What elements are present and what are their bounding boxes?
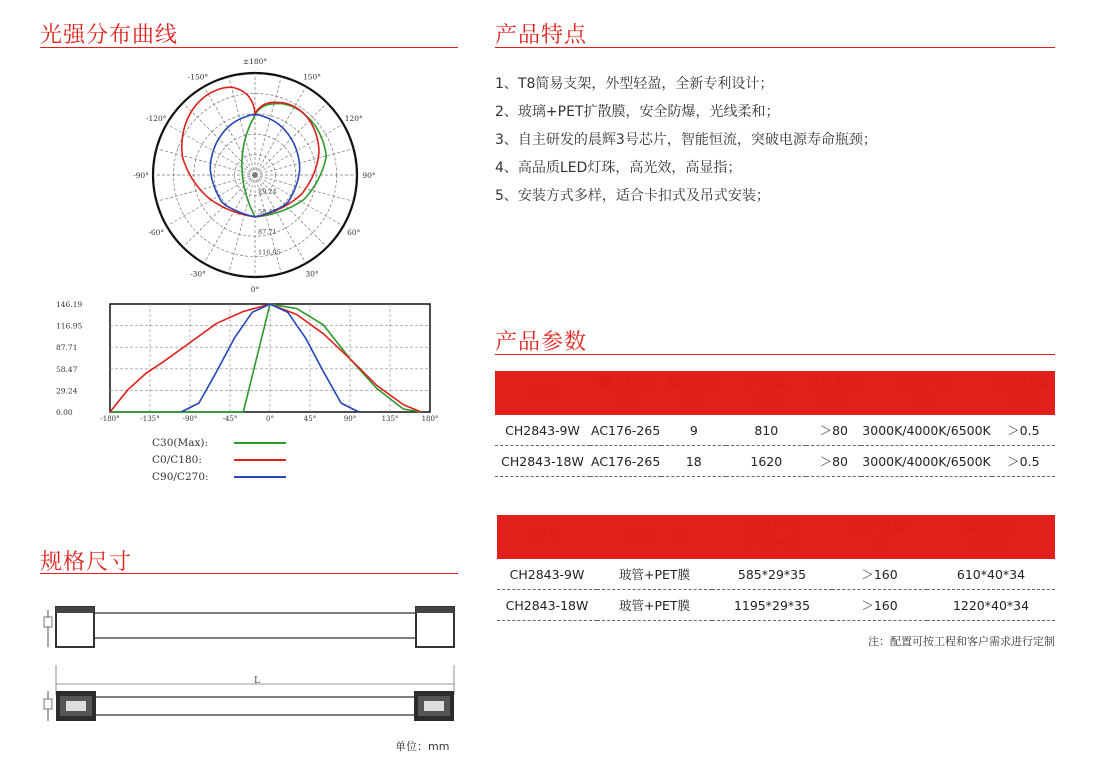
light-curve-divider	[40, 47, 458, 48]
polar-ring-label: 87.71	[258, 228, 277, 237]
cell-cri: ＞80	[806, 446, 861, 477]
col-header: 型号	[495, 371, 590, 415]
polar-angle-label: -60°	[148, 228, 165, 237]
polar-ring-label: 58.47	[258, 207, 277, 216]
x-tick-label: 180°	[421, 415, 439, 423]
x-tick-label: 135°	[381, 415, 399, 423]
y-tick-label: 87.71	[56, 343, 78, 353]
polar-angle-label: 30°	[305, 269, 319, 279]
cell-model: CH2843-18W	[495, 446, 590, 477]
polar-angle-label: 150°	[302, 72, 322, 82]
polar-angle-label: ±180°	[242, 57, 268, 66]
cell-power: 18	[661, 446, 726, 477]
col-header: 发光角度 (°)	[832, 515, 927, 559]
col-header: 输入电压 (V)	[590, 371, 661, 415]
feature-item: 3、自主研发的晨辉3号芯片，智能恒流，突破电源寿命瓶颈；	[495, 132, 877, 148]
polar-angle-label: 90°	[362, 171, 376, 180]
legend-swatch	[234, 442, 286, 444]
x-tick-label: 90°	[343, 415, 357, 423]
cell-voltage: AC176-265	[590, 446, 661, 477]
table-row	[495, 446, 1055, 477]
legend-swatch	[234, 476, 286, 478]
cell-material: 玻管+PET膜	[597, 559, 712, 590]
features-divider	[495, 47, 1055, 48]
tube-side-view	[44, 607, 454, 647]
feature-item: 2、玻璃+PET扩散膜，安全防爆，光线柔和；	[495, 104, 780, 120]
polar-angle-label: 0°	[250, 285, 260, 294]
features-list	[495, 70, 1055, 210]
cell-cct: 3000K/4000K/6500K	[861, 446, 991, 477]
linear-intensity-chart	[50, 298, 450, 428]
cell-pf: ＞0.5	[992, 446, 1055, 477]
feature-item: 5、安装方式多样，适合卡扣式及吊式安装；	[495, 188, 770, 204]
dimension-drawing	[38, 595, 468, 735]
cell-power: 9	[661, 415, 726, 446]
col-header: 功率因素 (PF)	[992, 371, 1055, 415]
materials-table	[497, 515, 1055, 621]
polar-ring-label: 29.24	[258, 187, 277, 196]
col-header: 产品尺寸 (L*W*H)	[712, 515, 832, 559]
legend-item	[152, 434, 302, 451]
col-header: 光通量 (lm)	[726, 371, 806, 415]
cell-size: 585*29*35	[712, 559, 832, 590]
polar-angle-label: -30°	[190, 269, 206, 279]
polar-angle-label: -150°	[187, 72, 209, 82]
cell-cct: 3000K/4000K/6500K	[861, 415, 991, 446]
cell-cri: ＞80	[806, 415, 861, 446]
unit-label: 单位：mm	[395, 740, 450, 753]
table-row	[497, 559, 1055, 590]
table-header-row	[495, 371, 1055, 415]
x-tick-label: 45°	[303, 415, 317, 423]
tube-top-view	[44, 691, 454, 721]
col-header: 显色指数 (Ra)	[806, 371, 861, 415]
col-header: 材质/工艺	[597, 515, 712, 559]
length-dimension	[56, 665, 454, 695]
cell-box-size: 1220*40*34	[927, 590, 1055, 621]
cell-size: 1195*29*35	[712, 590, 832, 621]
cell-angle: ＞160	[832, 559, 927, 590]
legend-label: C0/C180:	[152, 453, 202, 466]
table-row	[495, 415, 1055, 446]
x-tick-label: 0°	[266, 415, 274, 423]
polar-angle-label: -120°	[145, 114, 167, 123]
dimensions-divider	[40, 573, 458, 574]
dimensions-title: 规格尺寸	[40, 550, 133, 575]
cell-voltage: AC176-265	[590, 415, 661, 446]
polar-intensity-diagram	[125, 57, 385, 294]
legend-label: C30(Max):	[152, 436, 209, 449]
y-tick-label: 29.24	[56, 386, 78, 396]
polar-angle-label: -90°	[133, 171, 149, 180]
cell-angle: ＞160	[832, 590, 927, 621]
cell-pf: ＞0.5	[992, 415, 1055, 446]
x-tick-label: -180°	[100, 415, 120, 423]
legend-item	[152, 451, 302, 468]
table-row	[497, 590, 1055, 621]
cell-flux: 810	[726, 415, 806, 446]
polar-angle-label: 60°	[347, 228, 361, 237]
legend-swatch	[234, 459, 286, 461]
feature-item: 4、高品质LED灯珠，高光效，高显指；	[495, 160, 742, 176]
col-header: 色温CCT (K)	[861, 371, 991, 415]
cell-box-size: 610*40*34	[927, 559, 1055, 590]
cell-model: CH2843-18W	[497, 590, 597, 621]
cell-model: CH2843-9W	[497, 559, 597, 590]
x-tick-label: -135°	[140, 415, 160, 423]
table-header-row	[497, 515, 1055, 559]
polar-angle-label: 120°	[344, 114, 363, 123]
length-label: L	[254, 676, 260, 686]
polar-ring-label: 116.95	[258, 248, 281, 257]
y-tick-label: 0.00	[56, 408, 73, 417]
customization-note: 注：配置可按工程和客户需求进行定制	[868, 635, 1055, 648]
params-title: 产品参数	[495, 330, 588, 355]
light-curve-title: 光强分布曲线	[40, 23, 179, 48]
params-divider	[495, 354, 1055, 355]
feature-item: 1、T8简易支架，外型轻盈，全新专利设计；	[495, 76, 774, 92]
legend-item	[152, 468, 302, 485]
col-header: 单盒尺寸 (mm)	[927, 515, 1055, 559]
col-header: 额定功率 (W)	[661, 371, 726, 415]
cell-flux: 1620	[726, 446, 806, 477]
x-tick-label: -90°	[182, 415, 198, 423]
y-tick-label: 58.47	[56, 364, 78, 374]
y-tick-label: 116.95	[56, 321, 83, 331]
y-tick-label: 146.19	[56, 300, 83, 309]
chart-legend	[152, 434, 302, 485]
x-tick-label: -45°	[222, 415, 238, 423]
cell-material: 玻管+PET膜	[597, 590, 712, 621]
params-table	[495, 371, 1055, 477]
cell-model: CH2843-9W	[495, 415, 590, 446]
col-header: 型号	[497, 515, 597, 559]
features-title: 产品特点	[495, 23, 588, 48]
legend-label: C90/C270:	[152, 470, 209, 483]
